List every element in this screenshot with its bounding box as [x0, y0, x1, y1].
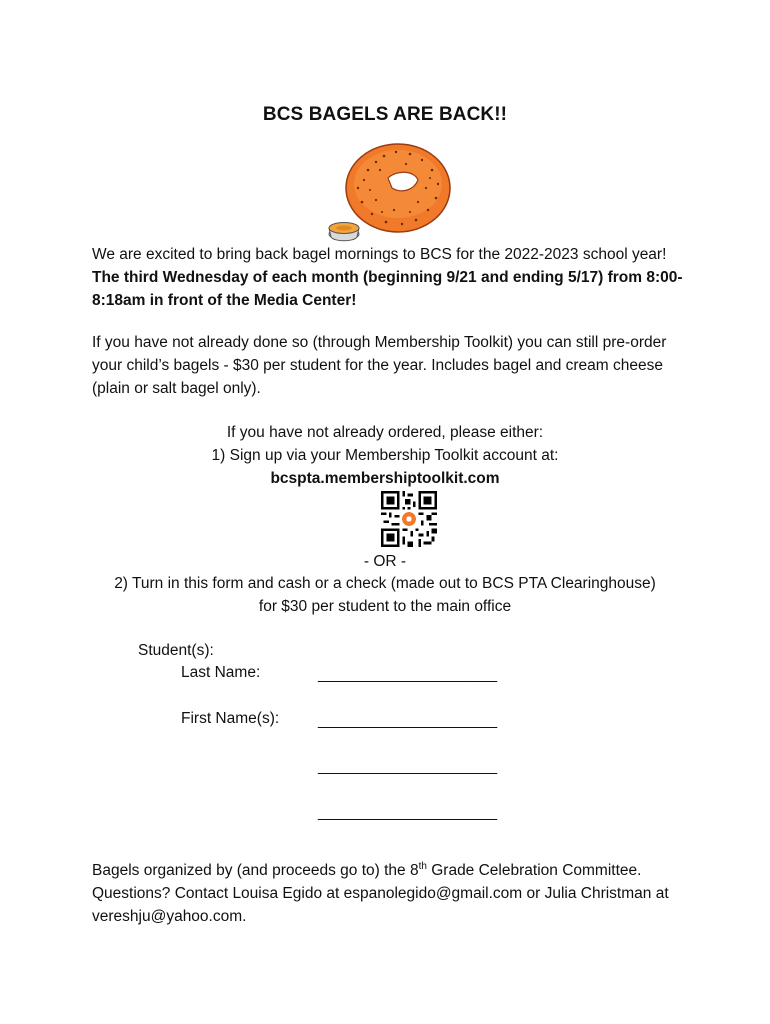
option-2-line-2: for $30 per student to the main office — [258, 598, 512, 615]
footer-text-2: Grade Celebration Committee. Questions? Contact Louisa Egido at espanolegido@gmail.com or Julia Christman at vereshju@yahoo.com. — [92, 862, 669, 925]
intro-text: We are excited to bring back bagel mornings to BCS for the 2022-2023 school year! — [92, 246, 667, 263]
option-2-line-1: 2) Turn in this form and cash or a check (made out to BCS PTA Clearinghouse) — [114, 575, 656, 592]
last-name-label: Last Name: — [181, 664, 261, 681]
students-label: Student(s): — [138, 642, 214, 659]
first-name-field-1[interactable]: ______________________ — [318, 712, 497, 729]
intro-schedule: The third Wednesday of each month (beginning 9/21 and ending 5/17) from 8:00-8:18am in front of the Media Center! — [92, 269, 683, 309]
first-name-label: First Name(s): — [181, 710, 280, 727]
last-name-field[interactable]: ______________________ — [318, 666, 497, 683]
or-divider: - OR - — [363, 553, 407, 570]
option-2 — [0, 572, 770, 618]
instructions-lead: If you have not already ordered, please either: — [226, 424, 544, 441]
footer-ordinal: th — [418, 860, 427, 872]
page-title: BCS BAGELS ARE BACK!! — [262, 104, 508, 125]
toolkit-url-link[interactable]: bcspta.membershiptoolkit.com — [270, 470, 500, 487]
bagel-illustration-icon — [318, 140, 460, 252]
first-name-field-3[interactable]: ______________________ — [318, 804, 497, 821]
preorder-paragraph: If you have not already done so (through Membership Toolkit) you can still pre-order your child’s bagels - $30 per student for the year. Includes bagel and cream cheese (plain or salt bagel only). — [92, 334, 667, 397]
footer-text-1: Bagels organized by (and proceeds go to) the 8 — [92, 862, 419, 879]
qr-code-icon[interactable] — [381, 491, 437, 547]
footer-contact — [92, 859, 692, 928]
order-instructions — [0, 421, 770, 490]
intro-paragraph — [92, 243, 692, 312]
first-name-field-2[interactable]: ______________________ — [318, 758, 497, 775]
option-1: 1) Sign up via your Membership Toolkit account at: — [211, 447, 559, 464]
